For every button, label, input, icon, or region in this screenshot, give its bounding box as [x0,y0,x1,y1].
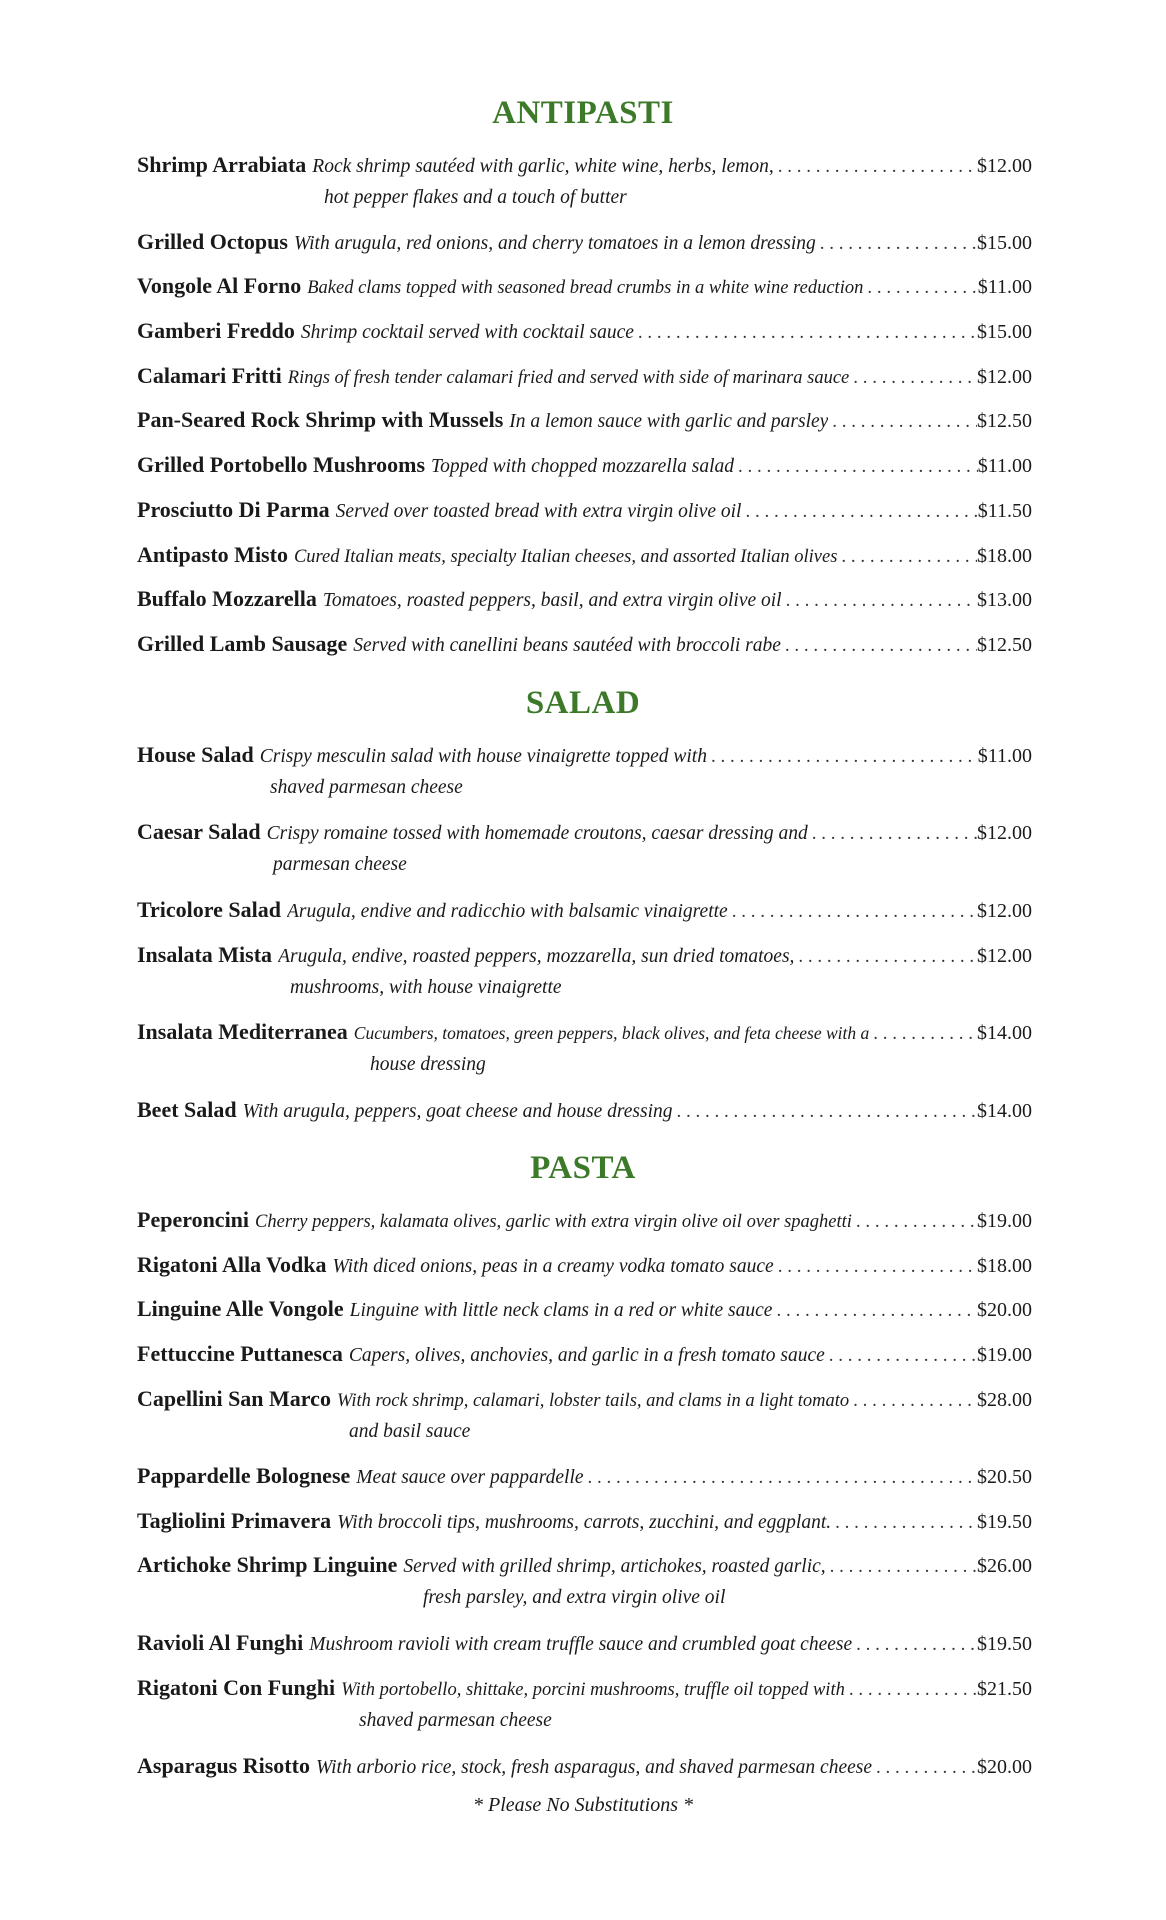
item-name: Ravioli Al Funghi [137,1630,304,1655]
item-price: $12.50 [977,634,1032,656]
item-description-continued: fresh parsley, and extra virgin olive oil [423,1587,726,1608]
menu-item [137,225,1032,258]
menu-item [137,1337,1032,1370]
item-description: Crispy mesculin salad with house vinaigrette topped with [259,746,707,767]
menu-item [137,893,1032,926]
item-description: Capers, olives, anchovies, and garlic in a fresh tomato sauce [348,1345,825,1366]
item-price: $13.00 [977,589,1032,611]
item-price: $12.00 [977,945,1032,967]
menu-item [137,314,1032,347]
item-name: Calamari Fritti [137,363,282,388]
item-description: Cured Italian meats, specialty Italian cheeses, and assorted Italian olives [293,547,838,567]
item-description-continued: and basil sauce [349,1421,471,1442]
item-name: Pan-Seared Rock Shrimp with Mussels [137,407,504,432]
item-name: Grilled Octopus [137,229,288,254]
item-description: With broccoli tips, mushrooms, carrots, zucchini, and eggplant. [337,1512,832,1533]
menu-item [137,493,1032,526]
item-description: Baked clams topped with seasoned bread crumbs in a white wine reduction [307,278,864,298]
section-title-salad: SALAD [525,685,641,721]
item-description: Tomatoes, roasted peppers, basil, and extra virgin olive oil [322,590,782,611]
menu-item [137,148,1032,214]
item-description: Meat sauce over pappardelle [356,1467,584,1488]
menu-item [137,1548,1032,1614]
menu-item [137,582,1032,615]
menu-item [137,938,1032,1004]
dot-leader [849,361,977,394]
item-description-continued: shaved parmesan cheese [359,1710,552,1731]
dot-leader [863,271,977,304]
item-description: In a lemon sauce with garlic and parsley [509,411,829,432]
dot-leader [826,1550,977,1583]
item-description: Crispy romaine tossed with homemade croutons, caesar dressing and [266,823,808,844]
item-name: Tagliolini Primavera [137,1508,332,1533]
item-name: Grilled Portobello Mushrooms [137,452,426,477]
section-title-pasta: PASTA [530,1150,636,1186]
dot-leader [828,405,977,438]
dot-leader [831,1506,977,1539]
item-name: Buffalo Mozzarella [137,586,317,611]
item-price: $15.00 [977,232,1032,254]
item-price: $12.00 [977,900,1032,922]
item-name: Peperoncini [137,1207,250,1232]
menu-item [137,1382,1032,1448]
menu-item [137,538,1032,571]
item-price: $12.50 [977,410,1032,432]
menu-item [137,269,1032,302]
item-description: With rock shrimp, calamari, lobster tails, and clams in a light tomato [336,1391,850,1411]
item-description: With arugula, red onions, and cherry tomatoes in a lemon dressing [293,233,816,254]
item-name: Beet Salad [137,1097,237,1122]
item-name: Rigatoni Con Funghi [137,1675,336,1700]
item-price: $20.50 [977,1466,1032,1488]
item-name: Shrimp Arrabiata [137,152,307,177]
menu-item [137,1248,1032,1281]
item-price: $20.00 [977,1299,1032,1321]
item-description: With portobello, shittake, porcini mushrooms, truffle oil topped with [341,1680,845,1700]
item-name: House Salad [137,742,254,767]
item-description: Cherry peppers, kalamata olives, garlic with extra virgin olive oil over spaghetti [255,1212,852,1232]
item-description: Arugula, endive, roasted peppers, mozzarella, sun dried tomatoes, [278,946,795,967]
item-price: $26.00 [977,1555,1032,1577]
item-price: $18.00 [977,1255,1032,1277]
menu-item [137,1626,1032,1659]
item-name: Prosciutto Di Parma [137,497,330,522]
menu-item [137,1292,1032,1325]
dot-leader [794,940,977,973]
item-price: $18.00 [977,545,1032,567]
section-title-antipasti: ANTIPASTI [492,95,674,131]
item-price: $19.50 [977,1511,1032,1533]
dot-leader [782,584,977,617]
menu-item [137,1671,1032,1737]
dot-leader [852,1205,977,1238]
dot-leader [849,1384,977,1417]
menu-item [137,448,1032,481]
menu-item [137,1093,1032,1126]
item-price: $15.00 [977,321,1032,343]
item-name: Fettuccine Puttanesca [137,1341,343,1366]
dot-leader [584,1461,977,1494]
item-description: With diced onions, peas in a creamy vodka tomato sauce [332,1256,774,1277]
item-description: Cucumbers, tomatoes, green peppers, black olives, and feta cheese with a [353,1023,870,1043]
dot-leader [672,1095,977,1128]
item-price: $11.00 [977,276,1032,298]
item-description: Served with canellini beans sautéed with broccoli rabe [353,635,781,656]
dot-leader [808,817,977,850]
item-description: With arborio rice, stock, fresh asparagus, and shaved parmesan cheese [315,1757,873,1778]
menu-item [137,815,1032,881]
dot-leader [734,450,978,483]
item-name: Caesar Salad [137,819,261,844]
item-description: Rings of fresh tender calamari fried and served with side of marinara sauce [287,368,850,388]
dot-leader [728,895,977,928]
item-name: Insalata Mista [137,942,273,967]
item-price: $11.00 [977,455,1032,477]
menu-item [137,1459,1032,1492]
item-price: $12.00 [977,366,1032,388]
item-description-continued: shaved parmesan cheese [270,777,463,798]
item-description-continued: parmesan cheese [273,854,407,875]
item-price: $14.00 [977,1022,1032,1044]
item-price: $11.50 [977,500,1032,522]
item-name: Antipasto Misto [137,542,288,567]
dot-leader [772,1294,977,1327]
item-name: Vongole Al Forno [137,273,302,298]
item-name: Rigatoni Alla Vodka [137,1252,327,1277]
dot-leader [816,227,977,260]
item-price: $20.00 [977,1756,1032,1778]
item-description: Topped with chopped mozzarella salad [431,456,735,477]
dot-leader [634,316,977,349]
item-price: $19.50 [977,1633,1032,1655]
dot-leader [707,740,978,773]
item-price: $19.00 [977,1344,1032,1366]
item-description-continued: hot pepper flakes and a touch of butter [324,187,627,208]
item-name: Asparagus Risotto [137,1753,310,1778]
item-description-continued: house dressing [370,1054,486,1075]
item-name: Artichoke Shrimp Linguine [137,1552,398,1577]
dot-leader [872,1751,977,1784]
item-description: Linguine with little neck clams in a red or white sauce [349,1300,773,1321]
item-price: $12.00 [977,155,1032,177]
item-description: Shrimp cocktail served with cocktail sauce [300,322,634,343]
item-price: $14.00 [977,1100,1032,1122]
item-name: Tricolore Salad [137,897,282,922]
item-description: Rock shrimp sautéed with garlic, white wine, herbs, lemon, [312,156,774,177]
item-description: Served over toasted bread with extra virgin olive oil [335,501,742,522]
item-name: Pappardelle Bolognese [137,1463,351,1488]
dot-leader [837,540,977,573]
menu-item [137,627,1032,660]
item-description-continued: mushrooms, with house vinaigrette [290,977,562,998]
dot-leader [774,1250,977,1283]
menu-item [137,1504,1032,1537]
dot-leader [869,1017,977,1050]
dot-leader [781,629,977,662]
item-price: $12.00 [977,822,1032,844]
item-description: Served with grilled shrimp, artichokes, roasted garlic, [403,1556,826,1577]
dot-leader [774,150,977,183]
dot-leader [825,1339,977,1372]
footer-note: * Please No Substitutions * [473,1794,693,1816]
item-price: $28.00 [977,1389,1032,1411]
menu-item [137,1749,1032,1782]
item-description: Mushroom ravioli with cream truffle sauce and crumbled goat cheese [309,1634,853,1655]
dot-leader [845,1673,977,1706]
menu-item [137,738,1032,804]
item-description: With arugula, peppers, goat cheese and house dressing [242,1101,673,1122]
menu-item [137,359,1032,392]
item-price: $11.00 [977,745,1032,767]
menu-item [137,403,1032,436]
item-name: Insalata Mediterranea [137,1019,348,1044]
dot-leader [852,1628,977,1661]
dot-leader [741,495,977,528]
item-name: Grilled Lamb Sausage [137,631,348,656]
item-name: Linguine Alle Vongole [137,1296,344,1321]
item-price: $21.50 [977,1678,1032,1700]
menu-item [137,1203,1032,1236]
item-price: $19.00 [977,1210,1032,1232]
item-name: Capellini San Marco [137,1386,331,1411]
menu-item [137,1015,1032,1081]
item-description: Arugula, endive and radicchio with balsamic vinaigrette [287,901,728,922]
item-name: Gamberi Freddo [137,318,295,343]
